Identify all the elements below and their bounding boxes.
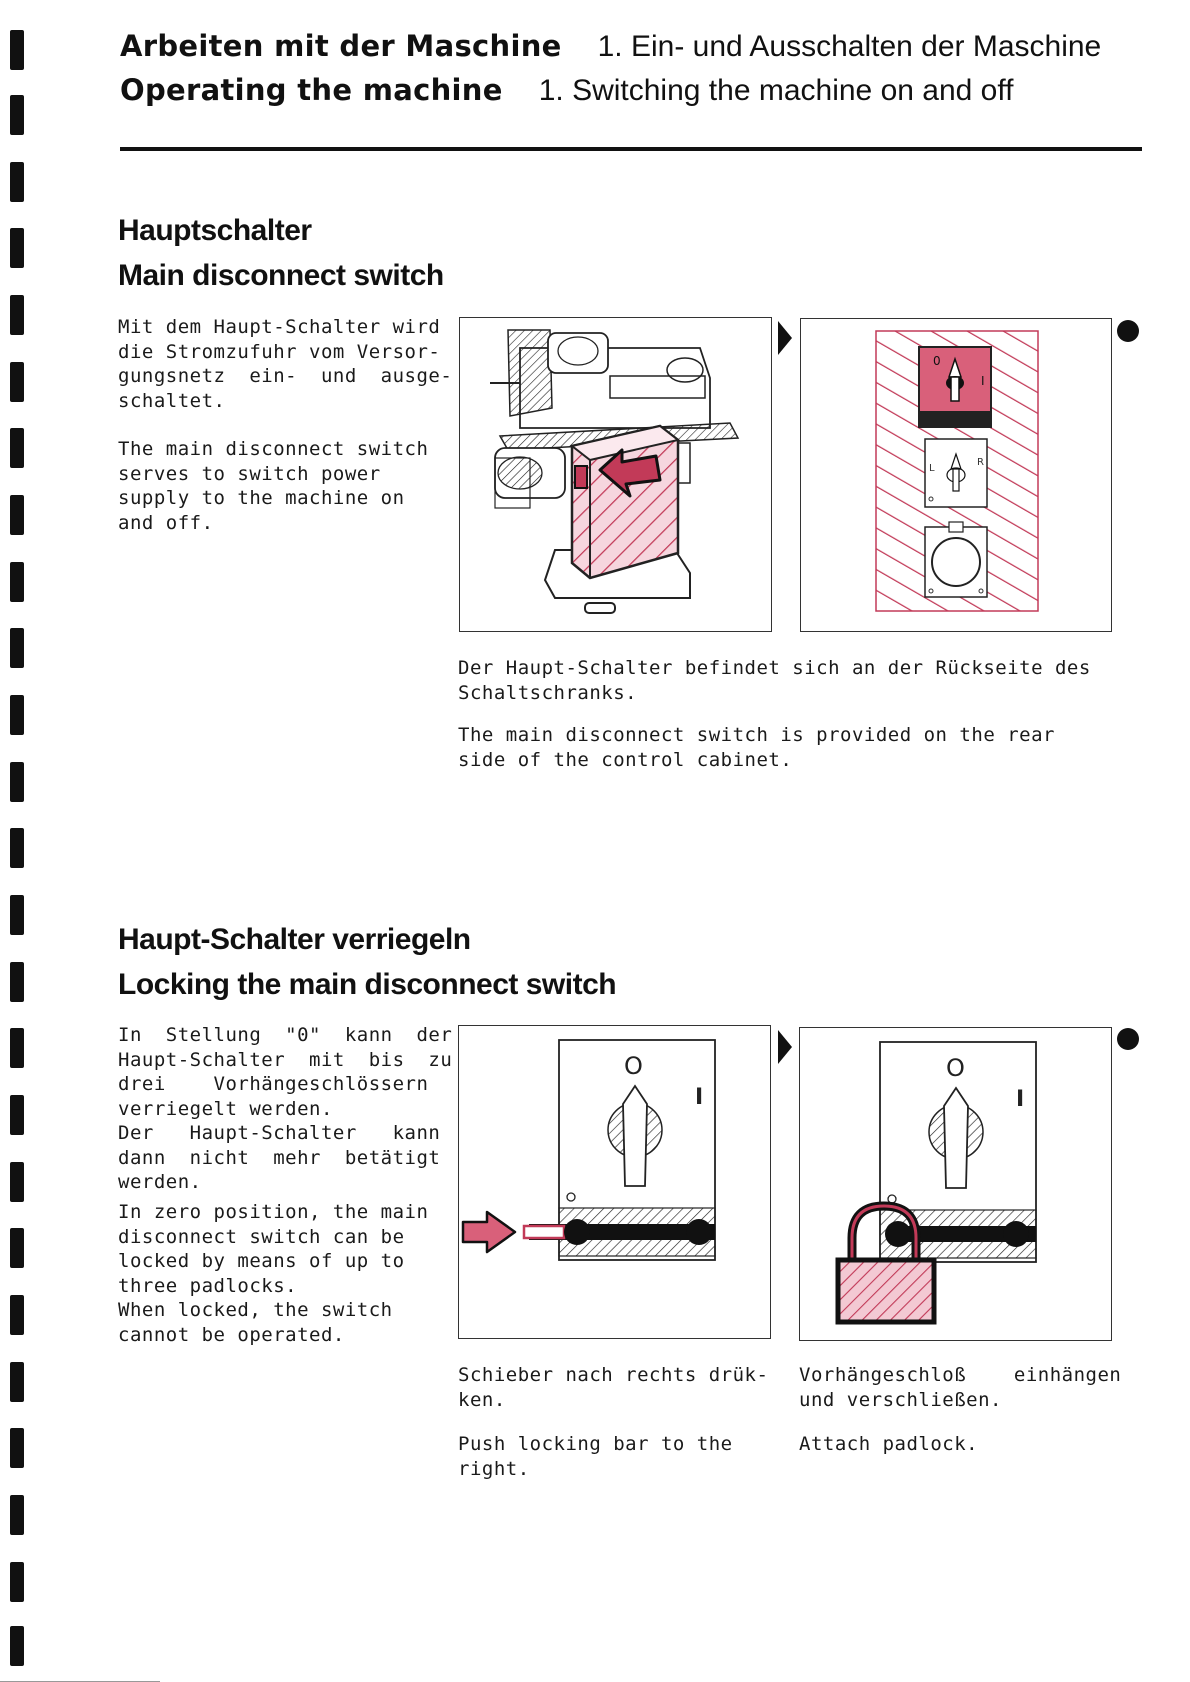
section2-text-de: In Stellung "0" kann der Haupt-Schalter mit bis zu drei Vorhängeschlössern verriegelt werden. Der Haupt-Schalter kann dann nicht mehr betätigt werden. [118, 1024, 453, 1193]
header-rule [120, 147, 1142, 151]
figure-padlock [799, 1027, 1112, 1341]
fig3-off-label: O [624, 1052, 643, 1080]
fig4-on-label: I [1016, 1087, 1025, 1112]
header-de-title: Arbeiten mit der Maschine [120, 29, 562, 63]
figure-switch-panel [800, 318, 1112, 632]
section1-caption-en: The main disconnect switch is provided on the rear side of the control cabinet. [458, 724, 1055, 771]
figure-machine [459, 317, 772, 632]
figure-push-bar [458, 1025, 771, 1339]
selector-right-label: R [977, 457, 984, 468]
section2-caption-left-de: Schieber nach rechts drük- ken. [458, 1364, 769, 1411]
fig3-on-label: I [695, 1085, 704, 1110]
binding-strip [10, 30, 26, 1650]
panel-switch-on-label: I [981, 374, 985, 388]
fig4-off-label: O [946, 1054, 965, 1082]
section1-caption-de: Der Haupt-Schalter befindet sich an der Rückseite des Schaltschranks. [458, 657, 1091, 704]
header-en-subtitle: 1. Switching the machine on and off [538, 74, 1014, 107]
header-en [120, 72, 1013, 109]
panel-switch-off-label: 0 [933, 354, 941, 368]
header-de [120, 28, 1101, 65]
section2-title-en: Locking the main disconnect switch [118, 968, 617, 1001]
header-de-subtitle: 1. Ein- und Ausschalten der Maschine [597, 30, 1102, 63]
bullet-dot-icon [1117, 320, 1139, 342]
section1-text-de: Mit dem Haupt-Schalter wird die Stromzufuhr vom Versor- gungsnetz ein- und ausge- schaltet. [118, 316, 453, 412]
section2-title-de: Haupt-Schalter verriegeln [118, 923, 471, 956]
next-arrow-icon [776, 321, 794, 355]
section1-title-en: Main disconnect switch [118, 259, 444, 292]
section2-text-en: In zero position, the main disconnect switch can be locked by means of up to three padlocks. When locked, the switch cannot be operated. [118, 1201, 429, 1346]
bullet-dot-icon [1117, 1028, 1139, 1050]
section1-text-en: The main disconnect switch serves to switch power supply to the machine on and off. [118, 438, 429, 534]
selector-left-label: L [929, 463, 935, 474]
section2-caption-right-en: Attach padlock. [799, 1433, 979, 1455]
header-en-title: Operating the machine [120, 73, 503, 107]
section2-caption-right-de: Vorhängeschloß einhängen und verschließen. [799, 1364, 1122, 1411]
section2-caption-left-en: Push locking bar to the right. [458, 1433, 733, 1480]
section1-title-de: Hauptschalter [118, 214, 312, 247]
next-arrow-icon [776, 1030, 794, 1064]
